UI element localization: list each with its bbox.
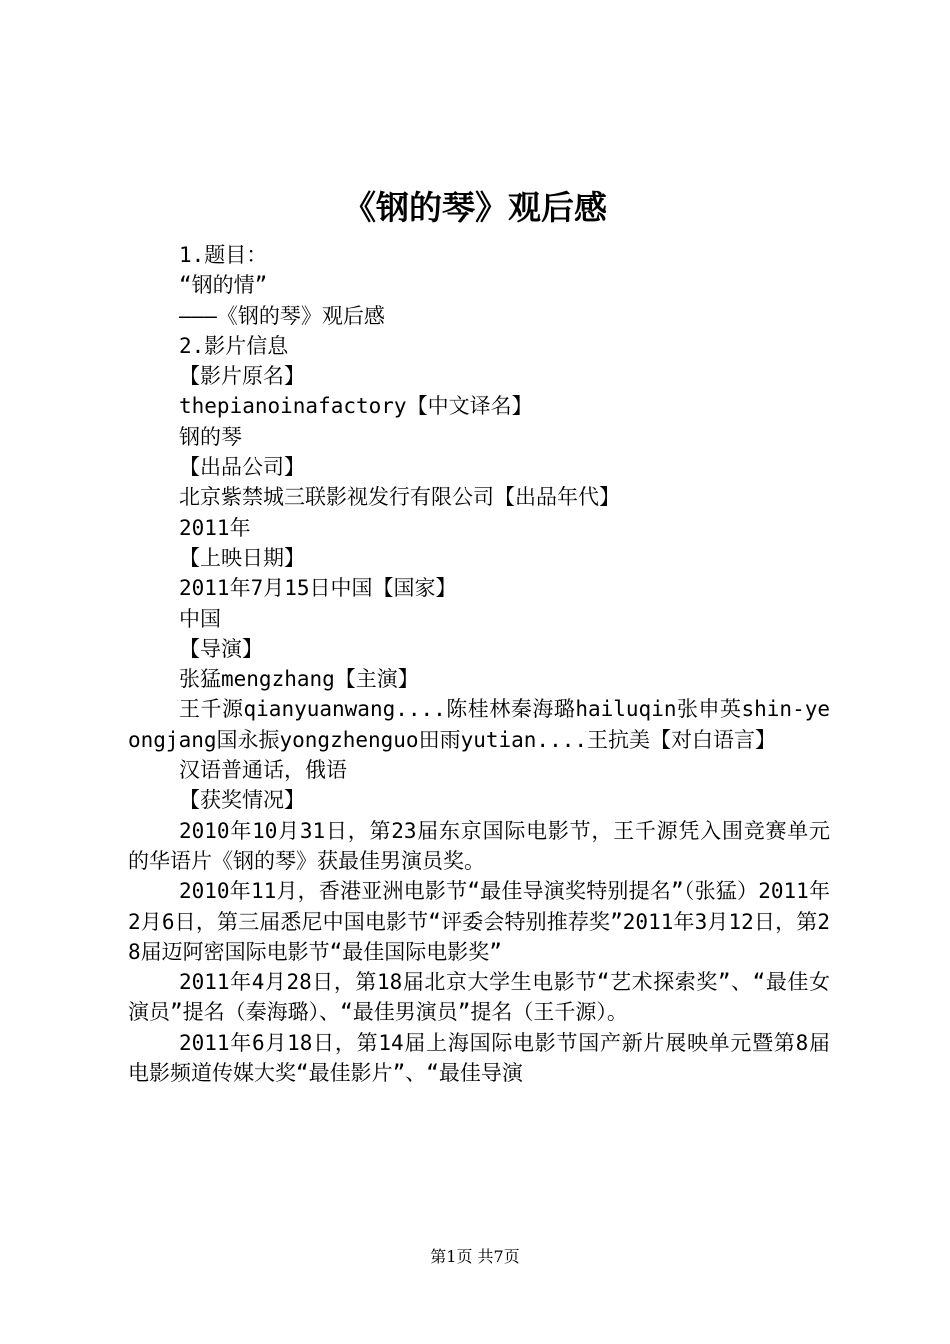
text-line: 2.影片信息 — [179, 333, 289, 358]
text-line: 张猛mengzhang【主演】 — [179, 667, 419, 692]
award-paragraph: 2011年6月18日，第14届上海国际电影节国产新片展映单元暨第8届电影频道传媒大奖“最佳影片”、“最佳导演 — [128, 1030, 830, 1086]
text-line: 北京紫禁城三联影视发行有限公司【出品年代】 — [179, 485, 620, 510]
award-paragraph: 2010年10月31日，第23届东京国际电影节，王千源凭入围竞赛单元的华语片《钢的琴》获最佳男演员奖。 — [128, 818, 830, 873]
text-line: 2011年 — [179, 515, 251, 540]
text-line: 【获奖情况】 — [179, 788, 305, 813]
text-line: 中国 — [179, 606, 221, 631]
text-line: 2011年7月15日中国【国家】 — [179, 576, 457, 601]
award-paragraph: 2010年11月，香港亚洲电影节“最佳导演奖特别提名”（张猛）2011年2月6日，第三届悉尼中国电影节“评委会特别推荐奖”2011年3月12日，第28届迈阿密国际电影节“最佳国际电影奖” — [128, 879, 830, 964]
text-line: 【出品公司】 — [179, 455, 305, 480]
page-footer: 第1页 共7页 — [430, 1247, 520, 1266]
award-paragraph: 2011年4月28日，第18届北京大学生电影节“艺术探索奖”、“最佳女演员”提名（秦海璐）、“最佳男演员”提名（王千源）。 — [128, 970, 830, 1025]
text-line: 【影片原名】 — [179, 364, 305, 389]
text-line: ———《钢的琴》观后感 — [179, 303, 385, 328]
text-line: 【上映日期】 — [179, 545, 305, 570]
document-body — [128, 240, 830, 1088]
text-line: 汉语普通话，俄语 — [179, 758, 347, 783]
text-line: 【导演】 — [179, 636, 263, 661]
page-title: 《钢的琴》观后感 — [343, 188, 607, 227]
cast-paragraph: 王千源qianyuanwang....陈桂林秦海璐hailuqin张申英shin-yeongjang国永振yongzhenguo田雨yutian....王抗美【对白语言】 — [128, 697, 830, 752]
text-line: “钢的情” — [179, 273, 268, 298]
text-line: 1.题目： — [179, 243, 268, 267]
text-line: 钢的琴 — [179, 424, 242, 449]
text-line: thepianoinafactory【中文译名】 — [179, 394, 533, 419]
